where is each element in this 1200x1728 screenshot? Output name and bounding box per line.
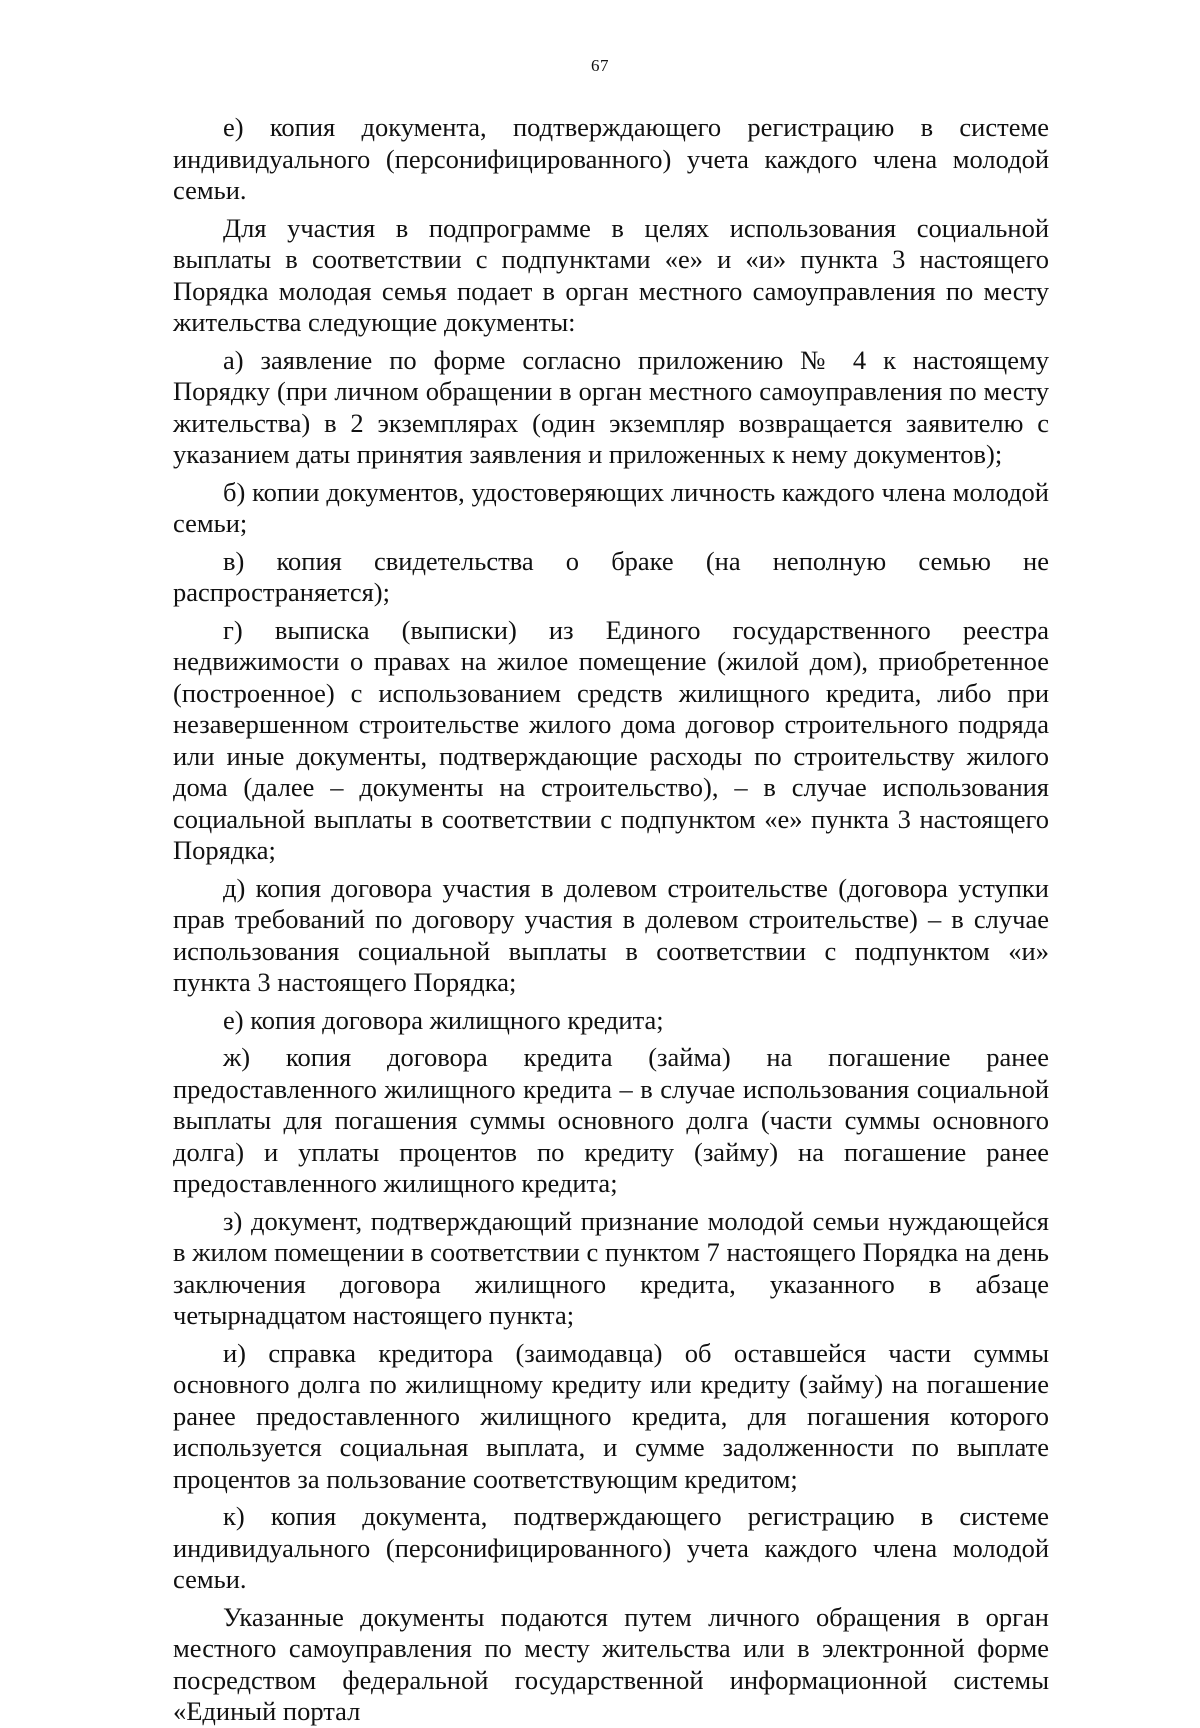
paragraph-submission: Указанные документы подаются путем личного обращения в орган местного самоуправления по месту жительства или в электронной форме посредством федеральной государственной информационной системы «Единый портал xyxy=(173,1601,1049,1726)
paragraph-item-b: б) копии документов, удостоверяющих личность каждого члена молодой семьи; xyxy=(173,476,1049,538)
paragraph-item-e: е) копия документа, подтверждающего регистрацию в системе индивидуального (персонифицированного) учета каждого члена молодой семьи. xyxy=(173,112,1049,205)
paragraph-item-zh: ж) копия договора кредита (займа) на погашение ранее предоставленного жилищного кредита – в случае использования социальной выплаты для погашения суммы основного долга (части суммы основного долга) и уплаты процентов по кредиту (займу) на погашение ранее предоставленного жилищного кредита; xyxy=(173,1042,1049,1198)
document-body xyxy=(173,112,1049,1728)
paragraph-item-i: и) справка кредитора (заимодавца) об оставшейся части суммы основного долга по жилищному кредиту или кредиту (займу) на погашение ранее предоставленного жилищного кредита, для погашения которого используется социальная выплата, и сумме задолженности по выплате процентов за пользование соответствующим кредитом; xyxy=(173,1337,1049,1494)
paragraph-item-z: з) документ, подтверждающий признание молодой семьи нуждающейся в жилом помещении в соответствии с пунктом 7 настоящего Порядка на день заключения договора жилищного кредита, указанного в абзаце четырнадцатом настоящего пункта; xyxy=(173,1205,1049,1330)
page-number: 67 xyxy=(591,56,609,75)
paragraph-item-a: а) заявление по форме согласно приложению № 4 к настоящему Порядку (при личном обращении в орган местного самоуправления по месту жительства) в 2 экземплярах (один экземпляр возвращается заявителю с указанием даты принятия заявления и приложенных к нему документов); xyxy=(173,344,1049,469)
paragraph-item-v: в) копия свидетельства о браке (на неполную семью не распространяется); xyxy=(173,545,1049,607)
paragraph-intro: Для участия в подпрограмме в целях использования социальной выплаты в соответствии с подпунктами «е» и «и» пункта 3 настоящего Порядка молодая семья подает в орган местного самоуправления по месту жительства следующие документы: xyxy=(173,212,1049,337)
paragraph-item-g: г) выписка (выписки) из Единого государственного реестра недвижимости о правах на жилое помещение (жилой дом), приобретенное (построенное) с использованием средств жилищного кредита, либо при незавершенном строительстве жилого дома договор строительного подряда или иные документы, подтверждающие расходы по строительству жилого дома (далее – документы на строительство), – в случае использования социальной выплаты в соответствии с подпунктом «е» пункта 3 настоящего Порядка; xyxy=(173,614,1049,865)
paragraph-item-e2: е) копия договора жилищного кредита; xyxy=(223,1004,664,1035)
paragraph-item-k: к) копия документа, подтверждающего регистрацию в системе индивидуального (персонифицированного) учета каждого члена молодой семьи. xyxy=(173,1501,1049,1594)
paragraph-item-d: д) копия договора участия в долевом строительстве (договора уступки прав требований по договору участия в долевом строительстве) – в случае использования социальной выплаты в соответствии с подпунктом «и» пункта 3 настоящего Порядка; xyxy=(173,872,1049,997)
